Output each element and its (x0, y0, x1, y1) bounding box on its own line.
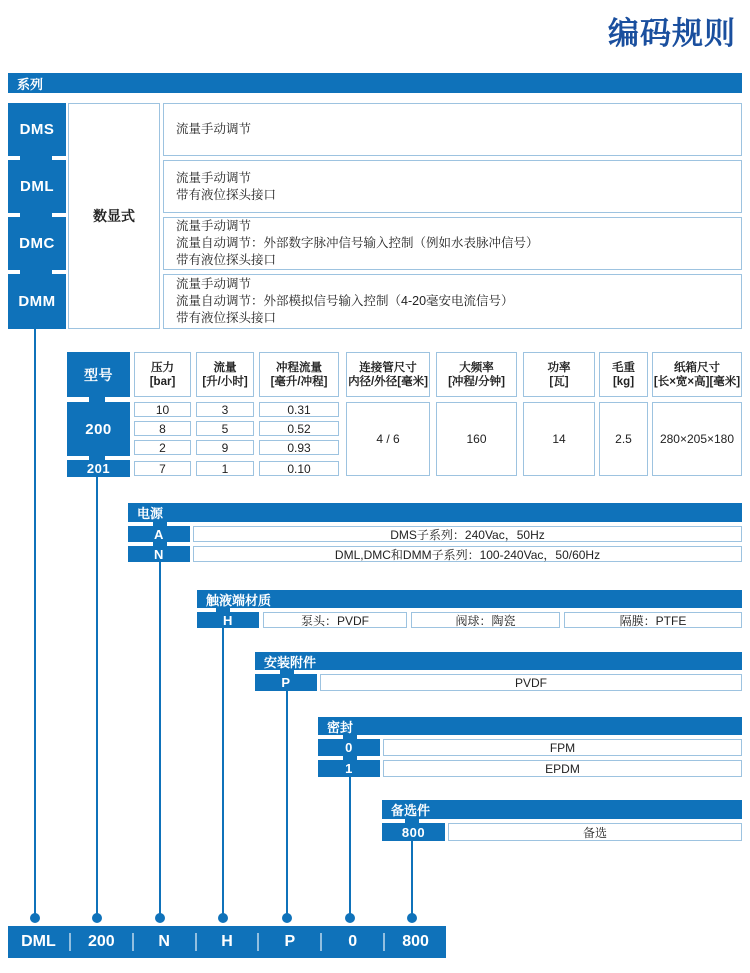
col-header-line: [长×宽×高][毫米] (653, 375, 741, 388)
series-desc-dmm (163, 274, 742, 329)
power-code-a: A (128, 526, 190, 542)
desc-line: 流量手动调节 (176, 219, 252, 233)
col-header-pressure (134, 352, 191, 397)
accessory-section-header: 安装附件 (255, 652, 742, 670)
accessory-code-p: P (255, 674, 317, 691)
material-pump-head: 泵头：PVDF (263, 612, 407, 628)
col-header-line: 冲程流量 (276, 361, 322, 374)
col-header-line: [升/小时] (202, 375, 248, 388)
col-header-line: 大频率 (459, 361, 494, 374)
power-desc-n: DML,DMC和DMM子系列：100-240Vac，50/60Hz (193, 546, 742, 562)
cell-stroke: 0.10 (259, 461, 339, 476)
power-code-n: N (128, 546, 190, 562)
cell-weight: 2.5 (599, 402, 648, 476)
desc-line: 流量自动调节：外部模拟信号输入控制（4-20毫安电流信号） (176, 294, 514, 308)
material-code-h: H (197, 612, 259, 628)
leader-dot (155, 913, 165, 923)
col-header-line: [冲程/分钟] (448, 375, 505, 388)
model-leader-line (96, 477, 98, 914)
material-section-header: 触液端材质 (197, 590, 742, 608)
col-header-line: [kg] (612, 375, 635, 388)
code-part-option: 800 (402, 933, 429, 950)
cell-stroke: 0.52 (259, 421, 339, 436)
series-code-dml: DML (8, 160, 66, 213)
code-part-series: DML (21, 933, 56, 950)
col-header-line: 连接管尺寸 (359, 361, 417, 374)
col-header-flow (196, 352, 254, 397)
power-leader-line (159, 562, 161, 914)
series-desc-dmc (163, 217, 742, 270)
cell-pressure: 8 (134, 421, 191, 436)
series-code-dmm: DMM (8, 274, 66, 329)
series-code-dmc: DMC (8, 217, 66, 270)
col-header-stroke-volume (259, 352, 339, 397)
col-header-line: 内径/外径[毫米] (348, 375, 428, 388)
cell-flow: 5 (196, 421, 254, 436)
col-header-frequency (436, 352, 517, 397)
series-code-dms: DMS (8, 103, 66, 156)
code-part-seal: 0 (348, 933, 358, 950)
model-code-200: 200 (67, 402, 130, 456)
cell-pressure: 10 (134, 402, 191, 417)
material-diaphragm: 隔膜：PTFE (564, 612, 742, 628)
desc-line: 流量自动调节：外部数字脉冲信号输入控制（例如水表脉冲信号） (176, 236, 539, 250)
leader-dot (30, 913, 40, 923)
seal-code-1: 1 (318, 760, 380, 777)
option-section-header: 备选件 (382, 800, 742, 819)
desc-line: 带有液位探头接口 (176, 253, 277, 267)
desc-line: 带有液位探头接口 (176, 311, 277, 325)
cell-power: 14 (523, 402, 595, 476)
col-header-line: 纸箱尺寸 (674, 361, 720, 374)
material-valve-ball: 阀球：陶瓷 (411, 612, 560, 628)
power-desc-a: DMS子系列：240Vac，50Hz (193, 526, 742, 542)
leader-dot (345, 913, 355, 923)
option-leader-line (411, 841, 413, 914)
desc-line: 带有液位探头接口 (176, 187, 277, 202)
col-header-line: [bar] (149, 375, 176, 388)
accessory-leader-line (286, 691, 288, 914)
col-header-line: 毛重 (612, 361, 635, 374)
seal-section-header: 密封 (318, 717, 742, 735)
seal-desc-epdm: EPDM (383, 760, 742, 777)
code-part-material: H (221, 933, 233, 950)
power-section-header: 电源 (128, 503, 742, 522)
col-header-pipe-size (346, 352, 430, 397)
cell-pressure: 2 (134, 440, 191, 455)
series-group-label: 数显式 (68, 103, 160, 329)
series-section-header: 系列 (8, 73, 742, 93)
model-code-201: 201 (67, 460, 130, 477)
series-desc-dml (163, 160, 742, 213)
cell-stroke: 0.31 (259, 402, 339, 417)
leader-dot (218, 913, 228, 923)
col-header-carton (652, 352, 742, 397)
cell-carton: 280×205×180 (652, 402, 742, 476)
cell-pipe-size: 4 / 6 (346, 402, 430, 476)
col-header-line: 压力 (151, 361, 174, 374)
option-code-800: 800 (382, 823, 445, 841)
accessory-desc: PVDF (320, 674, 742, 691)
cell-flow: 9 (196, 440, 254, 455)
col-header-line: 功率 (547, 361, 571, 374)
cell-flow: 1 (196, 461, 254, 476)
series-leader-line (34, 329, 36, 914)
code-part-accessory: P (284, 933, 296, 950)
col-header-power (523, 352, 595, 397)
option-desc: 备选 (448, 823, 742, 841)
col-header-line: [毫升/冲程] (270, 375, 328, 388)
desc-line: 流量手动调节 (176, 277, 252, 291)
col-header-line: [瓦] (549, 375, 569, 388)
leader-dot (92, 913, 102, 923)
leader-dot (407, 913, 417, 923)
desc-line: 流量手动调节 (176, 122, 252, 136)
cell-stroke: 0.93 (259, 440, 339, 455)
col-header-line: 流量 (213, 361, 237, 374)
leader-dot (282, 913, 292, 923)
code-part-power: N (158, 933, 170, 950)
cell-frequency: 160 (436, 402, 517, 476)
seal-code-0: 0 (318, 739, 380, 756)
product-code-bar (8, 926, 446, 958)
desc-line: 流量手动调节 (176, 170, 252, 185)
model-table-header: 型号 (67, 352, 130, 397)
col-header-weight (599, 352, 648, 397)
page-title: 编码规则 (608, 16, 736, 51)
material-leader-line (222, 628, 224, 914)
cell-pressure: 7 (134, 461, 191, 476)
series-desc-dms (163, 103, 742, 156)
seal-leader-line (349, 777, 351, 914)
seal-desc-fpm: FPM (383, 739, 742, 756)
code-part-model: 200 (87, 933, 115, 950)
cell-flow: 3 (196, 402, 254, 417)
